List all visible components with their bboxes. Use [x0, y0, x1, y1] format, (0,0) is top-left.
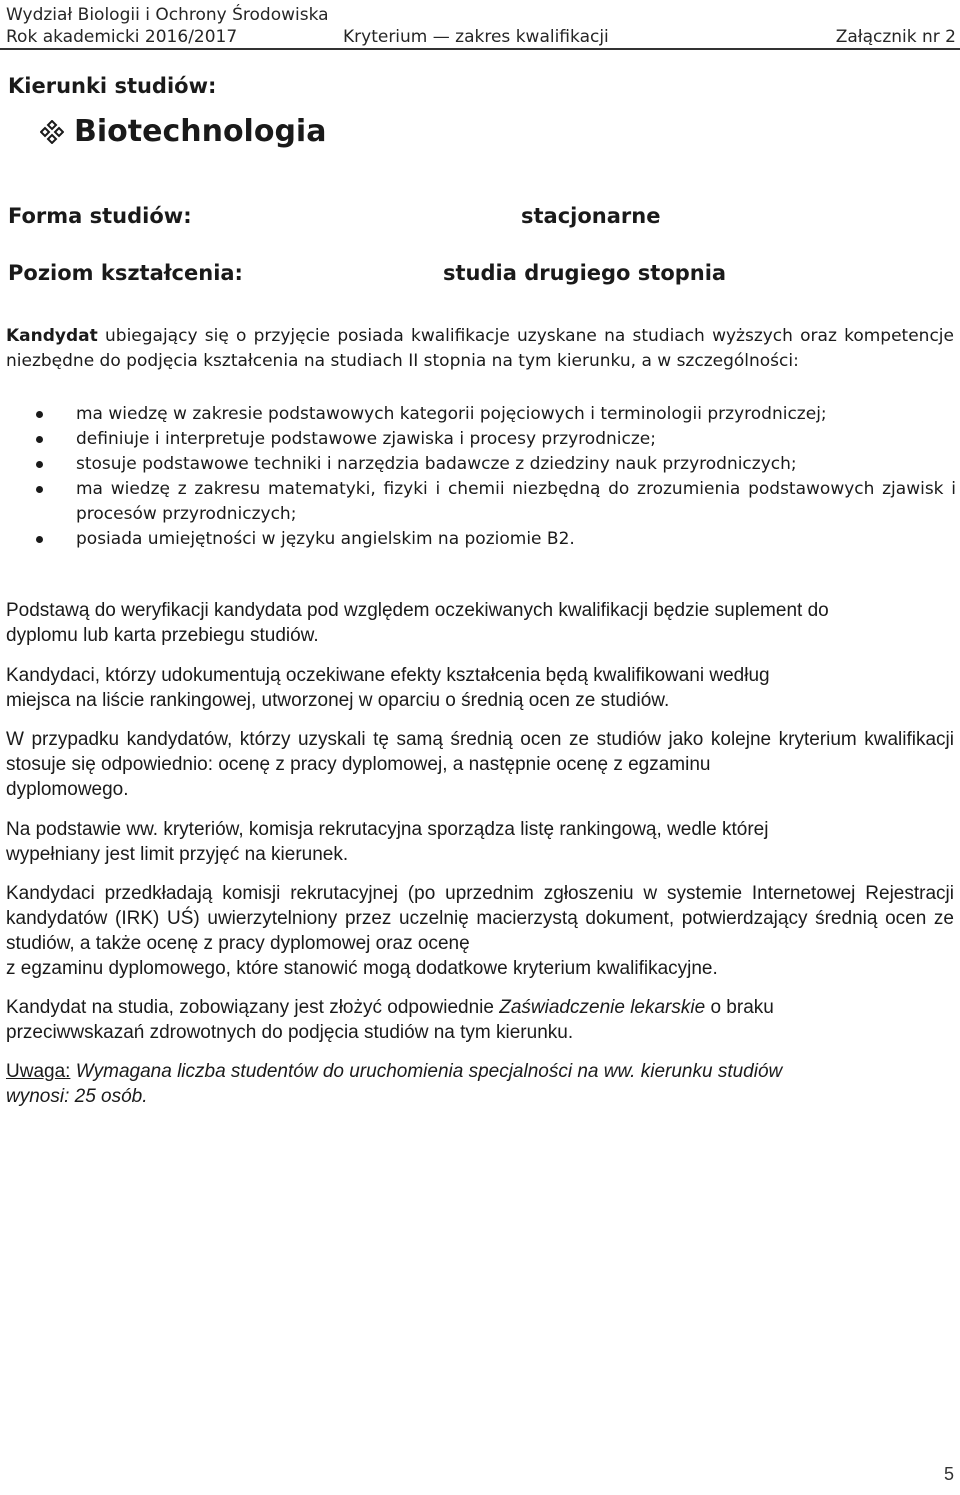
field-name: Biotechnologia	[74, 114, 327, 149]
paragraph-ranking: Kandydaci, którzy udokumentują oczekiwane efekty kształcenia będą kwalifikowani według miejsca na liście rankingowej, utworzonej w oparciu o średnią ocen ze studiów.	[6, 665, 770, 711]
bullet-dot-icon	[36, 411, 43, 418]
poziom-label: Poziom kształcenia:	[8, 261, 243, 285]
poziom-value: studia drugiego stopnia	[443, 261, 727, 285]
bullet-dot-icon	[36, 486, 43, 493]
bullet-dot-icon	[36, 436, 43, 443]
list-item: ma wiedzę w zakresie podstawowych kategorii pojęciowych i terminologii przyrodniczej;	[0, 402, 956, 427]
note-label: Uwaga:	[6, 1061, 71, 1082]
list-item: stosuje podstawowe techniki i narzędzia badawcze z dziedziny nauk przyrodniczych;	[0, 452, 956, 477]
criterion-title: Kryterium — zakres kwalifikacji	[343, 27, 609, 47]
header-divider	[0, 48, 960, 50]
list-item: definiuje i interpretuje podstawowe zjawiska i procesy przyrodnicze;	[0, 427, 956, 452]
forma-value: stacjonarne	[521, 204, 661, 228]
kierunki-label: Kierunki studiów:	[8, 74, 217, 98]
list-item: ma wiedzę z zakresu matematyki, fizyki i chemii niezbędną do zrozumienia podstawowych zjawisk i procesów przyrodniczych;	[0, 477, 956, 527]
intro-text: ubiegający się o przyjęcie posiada kwalifikacje uzyskane na studiach wyższych oraz kompetencje niezbędne do podjęcia kształcenia na studiach II stopnia na tym kierunku, a w szczególności:	[6, 326, 954, 371]
field-title	[40, 114, 326, 149]
paragraph-note: Uwaga: Wymagana liczba studentów do uruchomienia specjalności na ww. kierunku studiów wynosi: 25 osób.	[6, 1061, 783, 1107]
paragraph-verification: Podstawą do weryfikacji kandydata pod względem oczekiwanych kwalifikacji będzie suplement do dyplomu lub karta przebiegu studiów.	[6, 600, 829, 646]
list-item: posiada umiejętności w języku angielskim na poziomie B2.	[0, 527, 956, 552]
paragraph-tiebreak: W przypadku kandydatów, którzy uzyskali tę samą średnią ocen ze studiów jako kolejne kryterium kwalifikacji stosuje się odpowiednio: ocenę z pracy dyplomowej, a następnie ocenę z egzaminu dyplomowego.	[6, 729, 954, 800]
forma-label: Forma studiów:	[8, 204, 192, 228]
candidate-intro	[6, 324, 954, 374]
paragraph-medical: Kandydat na studia, zobowiązany jest złożyć odpowiednie Zaświadczenie lekarskie o braku przeciwwskazań zdrowotnych do podjęcia studiów na tym kierunku.	[6, 997, 774, 1043]
faculty-name: Wydział Biologii i Ochrony Środowiska	[6, 5, 329, 25]
bullet-dot-icon	[36, 461, 43, 468]
page-number: 5	[943, 1464, 954, 1484]
four-diamond-bullet-icon	[40, 120, 64, 144]
medical-certificate-term: Zaświadczenie lekarskie	[499, 997, 706, 1018]
page-header	[6, 4, 956, 48]
academic-year: Rok akademicki 2016/2017	[6, 27, 238, 47]
intro-bold: Kandydat	[6, 326, 98, 346]
attachment-label: Załącznik nr 2	[835, 27, 956, 47]
header-row	[6, 26, 956, 48]
qualification-list	[0, 402, 956, 552]
bullet-dot-icon	[36, 536, 43, 543]
paragraph-documents: Kandydaci przedkładają komisji rekrutacyjnej (po uprzednim zgłoszeniu w systemie Internetowej Rejestracji kandydatów (IRK) UŚ) uwierzytelniony przez uczelnię macierzystą dokument, potwierdzający średnią ocen ze studiów, a także ocenę z pracy dyplomowej oraz ocenę z egzaminu dyplomowego, które stanowić mogą dodatkowe kryterium kwalifikacyjne.	[6, 883, 954, 979]
paragraph-limit: Na podstawie ww. kryteriów, komisja rekrutacyjna sporządza listę rankingową, wedle której wypełniany jest limit przyjęć na kierunek.	[6, 819, 769, 865]
